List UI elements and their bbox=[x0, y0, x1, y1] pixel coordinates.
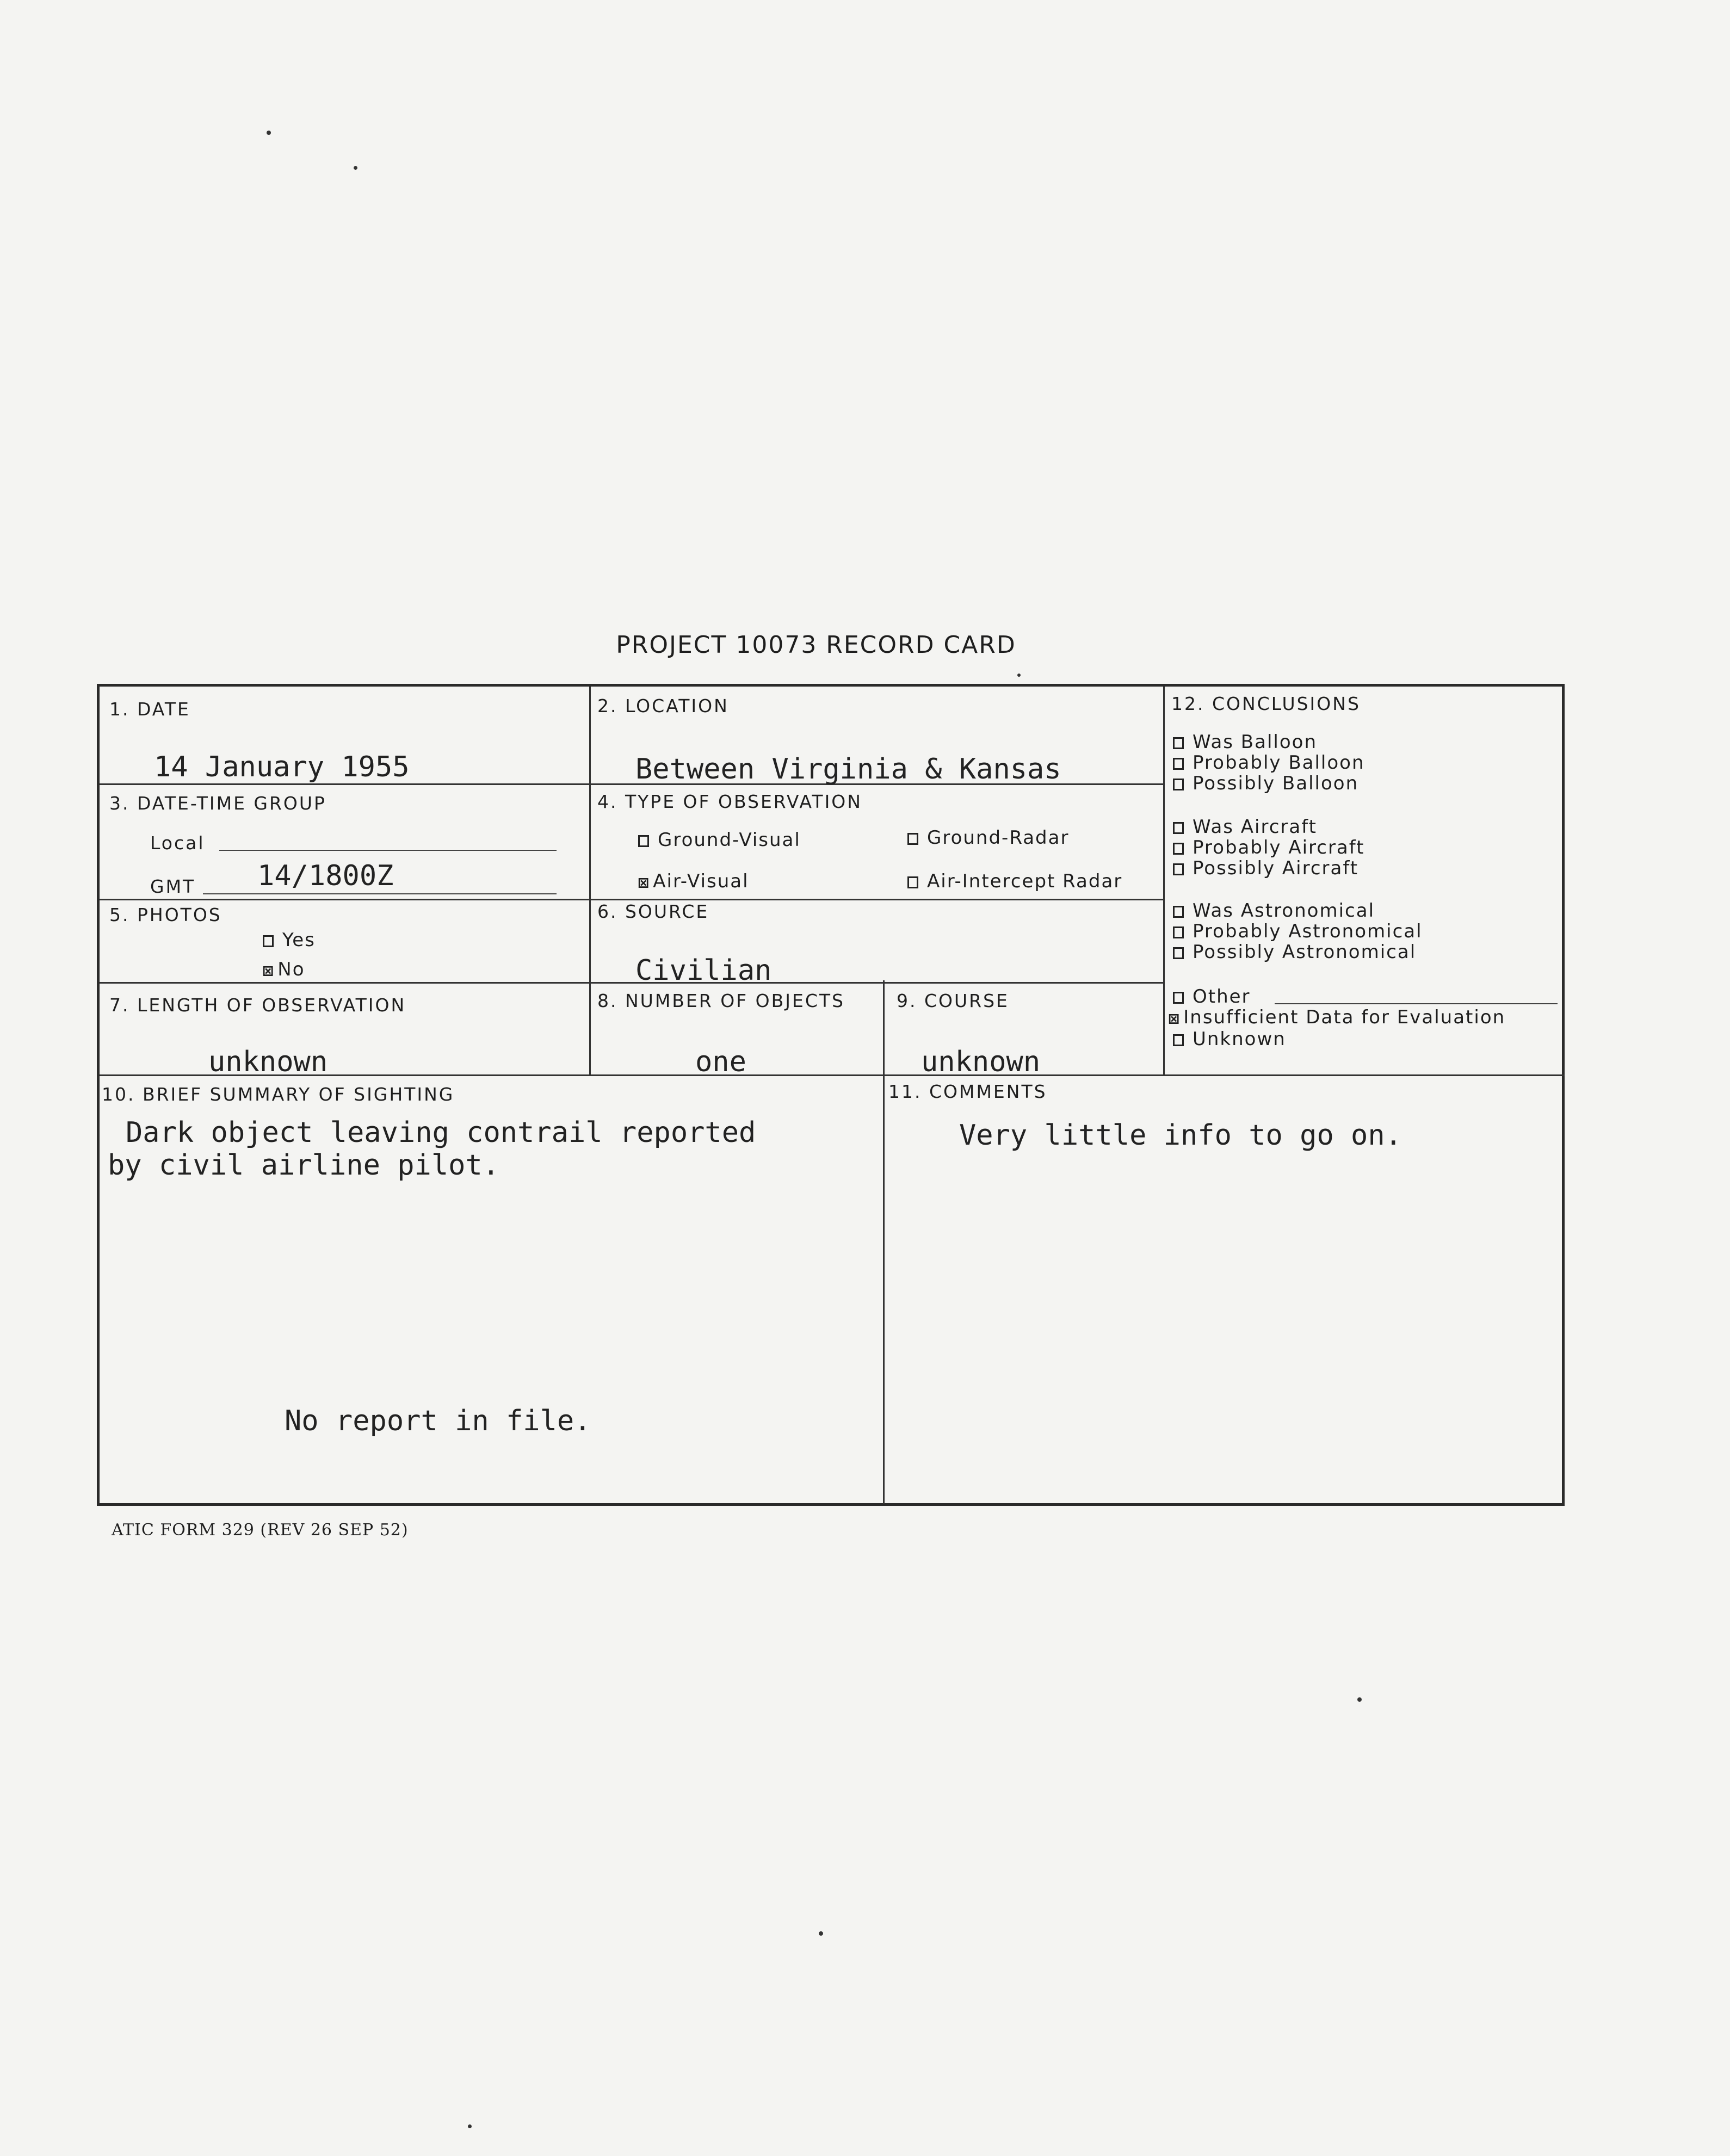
number-of-objects-value: one bbox=[695, 1046, 746, 1078]
option-ground-visual: Ground-Visual bbox=[638, 829, 801, 851]
record-card bbox=[97, 684, 1565, 1506]
conclusion-possibly-balloon: Possibly Balloon bbox=[1173, 773, 1358, 794]
option-air-visual: ⊠ Air-Visual bbox=[638, 870, 749, 893]
comments-label: 11. COMMENTS bbox=[888, 1081, 1047, 1102]
checkbox bbox=[1173, 863, 1184, 875]
date-time-group-label: 3. DATE-TIME GROUP bbox=[109, 793, 326, 814]
checkbox bbox=[1173, 779, 1184, 790]
other-field-line bbox=[1275, 1003, 1558, 1004]
gmt-value: 14/1800Z bbox=[257, 860, 394, 892]
conclusion-insufficient-data: ⊠ Insufficient Data for Evaluation bbox=[1169, 1006, 1506, 1029]
comments-value: Very little info to go on. bbox=[959, 1119, 1402, 1152]
conclusion-was-astronomical: Was Astronomical bbox=[1173, 900, 1375, 922]
photos-label: 5. PHOTOS bbox=[109, 904, 222, 925]
checkbox bbox=[1173, 992, 1184, 1004]
conclusion-probably-aircraft: Probably Aircraft bbox=[1173, 837, 1364, 858]
check-mark-icon: ⊠ bbox=[638, 872, 650, 893]
course-label: 9. COURSE bbox=[897, 990, 1009, 1011]
checkbox bbox=[907, 833, 918, 845]
scan-speck bbox=[267, 131, 271, 135]
summary-note: No report in file. bbox=[285, 1405, 591, 1437]
type-of-observation-label: 4. TYPE OF OBSERVATION bbox=[597, 791, 862, 812]
gmt-label: GMT bbox=[150, 876, 196, 897]
summary-line-1: Dark object leaving contrail reported bbox=[126, 1116, 756, 1149]
conclusions-label: 12. CONCLUSIONS bbox=[1171, 693, 1361, 714]
source-value: Civilian bbox=[635, 954, 772, 987]
option-ground-radar: Ground-Radar bbox=[907, 827, 1069, 849]
divider bbox=[100, 899, 1163, 900]
local-field-line bbox=[219, 850, 557, 851]
scan-speck bbox=[468, 2124, 472, 2128]
conclusion-was-balloon: Was Balloon bbox=[1173, 731, 1317, 753]
checkbox bbox=[907, 876, 918, 888]
option-photos-no: ⊠ No bbox=[263, 959, 305, 981]
date-label: 1. DATE bbox=[109, 699, 190, 720]
length-of-observation-value: unknown bbox=[208, 1046, 328, 1078]
conclusion-possibly-astronomical: Possibly Astronomical bbox=[1173, 941, 1416, 963]
checkbox bbox=[1173, 1034, 1184, 1046]
location-value: Between Virginia & Kansas bbox=[635, 753, 1061, 786]
checkbox bbox=[1173, 737, 1184, 749]
gmt-field-line bbox=[203, 893, 557, 894]
card-title: PROJECT 10073 RECORD CARD bbox=[616, 631, 1016, 659]
conclusion-probably-balloon: Probably Balloon bbox=[1173, 752, 1365, 774]
divider bbox=[1163, 687, 1165, 1074]
location-label: 2. LOCATION bbox=[597, 695, 729, 716]
checkbox bbox=[1173, 947, 1184, 959]
divider bbox=[589, 687, 591, 1074]
checkbox bbox=[263, 935, 274, 947]
course-value: unknown bbox=[921, 1046, 1041, 1078]
checkbox bbox=[1173, 843, 1184, 855]
divider bbox=[100, 982, 1163, 984]
conclusion-probably-astronomical: Probably Astronomical bbox=[1173, 921, 1423, 942]
conclusion-other: Other bbox=[1173, 986, 1251, 1008]
scan-speck bbox=[819, 1931, 823, 1936]
form-footer: ATIC FORM 329 (REV 26 SEP 52) bbox=[112, 1521, 409, 1540]
checkbox bbox=[1173, 926, 1184, 938]
date-value: 14 January 1955 bbox=[154, 751, 410, 783]
conclusion-was-aircraft: Was Aircraft bbox=[1173, 816, 1317, 838]
conclusion-unknown: Unknown bbox=[1173, 1028, 1286, 1050]
source-label: 6. SOURCE bbox=[597, 901, 709, 922]
scan-speck bbox=[354, 166, 357, 170]
check-mark-icon: ⊠ bbox=[263, 960, 275, 981]
option-air-intercept-radar: Air-Intercept Radar bbox=[907, 870, 1122, 892]
checkbox bbox=[638, 835, 649, 847]
length-of-observation-label: 7. LENGTH OF OBSERVATION bbox=[109, 994, 406, 1016]
local-label: Local bbox=[150, 832, 205, 854]
option-photos-yes: Yes bbox=[263, 929, 316, 951]
summary-line-2: by civil airline pilot. bbox=[108, 1149, 500, 1182]
divider bbox=[883, 980, 885, 1504]
checkbox bbox=[1173, 758, 1184, 770]
summary-label: 10. BRIEF SUMMARY OF SIGHTING bbox=[102, 1084, 455, 1105]
checkbox bbox=[1173, 906, 1184, 918]
checkbox bbox=[1173, 822, 1184, 834]
number-of-objects-label: 8. NUMBER OF OBJECTS bbox=[597, 990, 845, 1011]
scan-speck bbox=[1017, 674, 1021, 677]
scan-speck bbox=[1357, 1697, 1362, 1702]
conclusion-possibly-aircraft: Possibly Aircraft bbox=[1173, 857, 1358, 879]
check-mark-icon: ⊠ bbox=[1169, 1008, 1181, 1029]
